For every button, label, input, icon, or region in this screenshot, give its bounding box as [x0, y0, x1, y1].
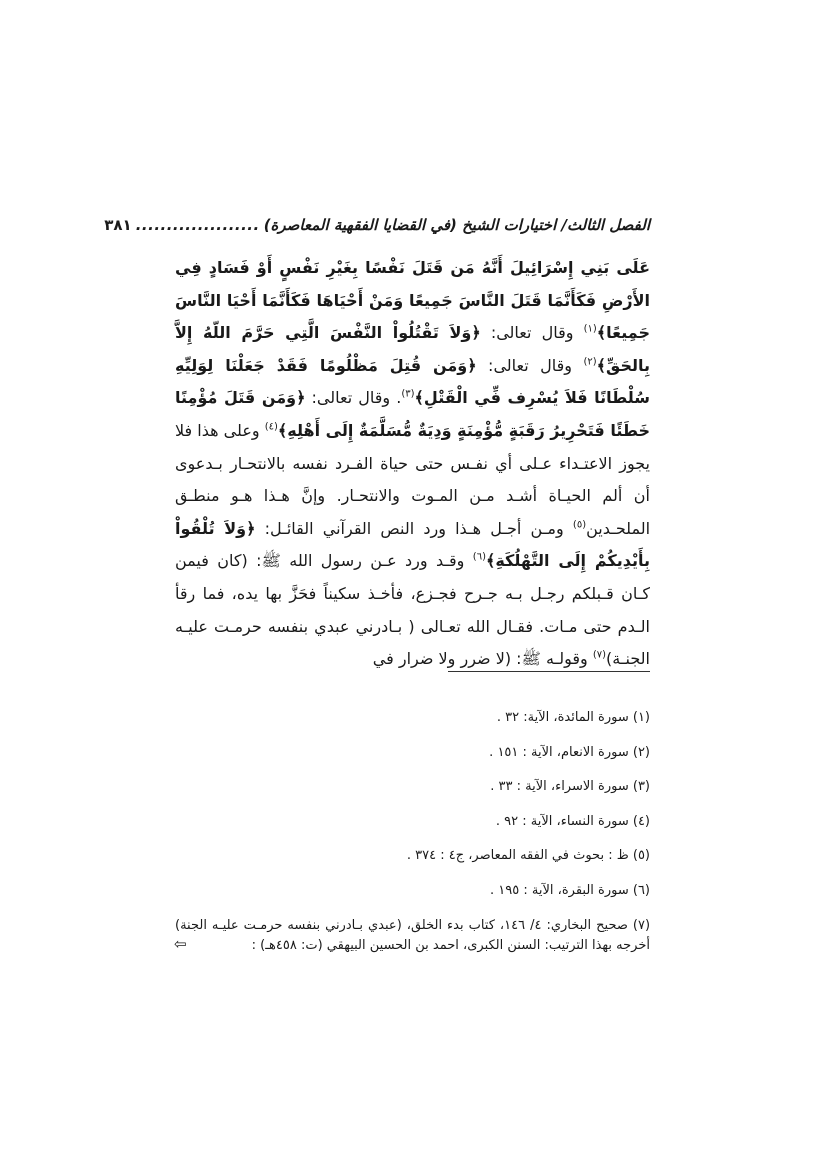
body-sentence: وقولـه ﷺ: (لا ضرر ولا ضرار في: [372, 649, 593, 669]
running-header: [104, 212, 650, 238]
chapter-title: الفصل الثالث/ اختيارات الشيخ (في القضايا الفقهية المعاصرة): [263, 216, 650, 234]
body-sentence: وقال تعالى:: [476, 355, 584, 375]
footnote: (٢) سورة الانعام، الآية : ١٥١ .: [489, 744, 650, 760]
header-leader-dots: ....................: [135, 216, 260, 234]
footnote: (٧) صحيح البخاري: ٤/ ١٤٦، كتاب بدء الخلق، (عبدي بـادرني بنفسه حرمـت عليـه الجنة) أخرجه بهذا الترتيب: السنن الكبرى، احمد بن الحسين البيهقي (ت: ٤٥٨هـ) :: [175, 917, 651, 953]
body-sentence: وعلى هذا فلا يجوز الاعتـداء عـلى أي نفـس حتى حياة الفـرد نفسه بالانتحـار بـدعوى أن ألم الحيـاة أشـد مـن المـوت والانتحـار. وإنَّ هـذا هـو منطـق الملحـدين: [175, 420, 651, 538]
footnote-ref: (١): [583, 323, 597, 335]
body-sentence: ومـن أجـل هـذا ورد النص القرآني القائـل:: [255, 518, 573, 538]
footnote: (٤) سورة النساء، الآية : ٩٢ .: [495, 813, 650, 829]
quran-verse: ﴿وَلاَ تُلْقُواْ بِأَيْدِيكُمْ إِلَى التَّهْلُكَةِ﴾: [175, 518, 650, 571]
page-number: ٣٨١: [104, 216, 132, 234]
footnote-ref: (٥): [572, 519, 587, 531]
footnote-ref: (٦): [472, 552, 486, 564]
body-sentence: وقال تعالى:: [480, 323, 584, 343]
footnotes: [175, 708, 650, 956]
continuation-arrow-icon: ⇦: [174, 935, 187, 953]
quran-verse: ﴿وَلاَ تَقْتُلُواْ النَّفْسَ الَّتِي حَرَّمَ اللّهُ إِلاَّ بِالحَقِّ﴾: [175, 323, 650, 375]
body-sentence: . وقال تعالى:: [305, 388, 402, 408]
footnote-ref: (٧): [592, 649, 607, 661]
footnote: (٣) سورة الاسراء، الآية : ٣٣ .: [490, 779, 650, 795]
footnote: (١) سورة المائدة، الآية: ٣٢ .: [496, 710, 650, 725]
footnote-ref: (٣): [401, 389, 415, 401]
footnote-ref: (٢): [583, 356, 597, 368]
quran-verse: عَلَى بَنِي إِسْرَائِيلَ أَنَّهُ مَن قَتَلَ نَفْسًا بِغَيْرِ نَفْسٍ أَوْ فَسَادٍ فِي الأَرْضِ فَكَأَنَّمَا قَتَلَ النَّاسَ جَمِيعًا وَمَنْ أَحْيَاهَا فَكَأَنَّمَا أَحْيَا النَّاسَ جَمِيعًا﴾: [175, 258, 650, 343]
footnote: (٥) ظ : بحوث في الفقه المعاصر، ج٤ : ٣٧٤ .: [406, 848, 650, 864]
footnote-divider: [448, 671, 650, 672]
footnote: (٦) سورة البقرة، الآية : ١٩٥ .: [490, 882, 650, 898]
quran-verse: ﴿وَمَن قُتِلَ مَظْلُومًا فَقَدْ جَعَلْنَا لِوَلِيِّهِ سُلْطَانًا فَلاَ يُسْرِف فِّي الْقَتْلِ﴾: [175, 355, 651, 408]
footnote-ref: (٤): [264, 421, 278, 433]
main-text: [175, 252, 650, 676]
body-sentence: وقـد ورد عـن رسول الله ﷺ: (كان فيمن كـان قـبلكم رجـل بـه جـرح فجـزع، فأخـذ سكيناً فحَزَّ بها يده، فما رقأ الـدم حتى مـات. فقـال الله تعـالى ( بـادرني عبدي بنفسه حرمـت عليـه الجنـة): [175, 551, 650, 669]
quran-verse: ﴿وَمَن قَتَلَ مُؤْمِنًا خَطَئًا فَتَحْرِيرُ رَقَبَةٍ مُّؤْمِنَةٍ وَدِيَةٌ مُّسَلَّمَةٌ إِلَى أَهْلِهِ﴾: [175, 388, 651, 440]
